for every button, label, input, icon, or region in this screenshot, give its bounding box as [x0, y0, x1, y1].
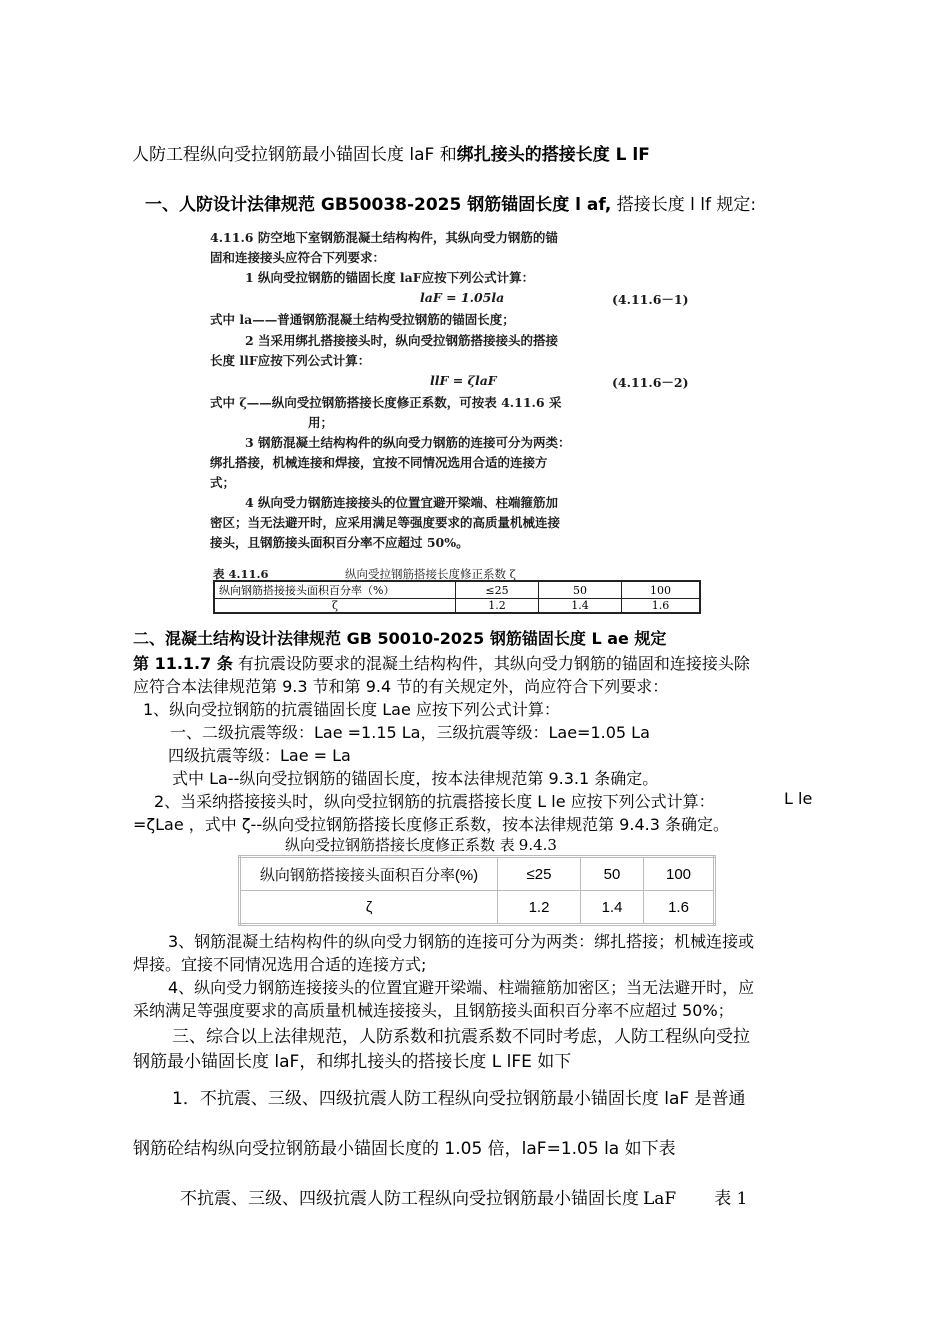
section2-item2: 2、当采纳搭接接头时，纵向受拉钢筋的抗震搭接长度 L le 应按下列公式计算： [154, 792, 715, 811]
scan-table-cell-3: 1.6 [622, 599, 701, 614]
scan-line-7: 长度 llF应按下列公式计算： [210, 353, 371, 368]
scan-line-14: 式； [210, 475, 236, 490]
section2-clause-label: 第 11.1.7 条 [133, 654, 233, 673]
scan-line-5: 式中 la——普通钢筋混凝土结构受拉钢筋的锚固长度； [210, 312, 515, 327]
section2-table-header-3: 100 [644, 857, 715, 891]
section2-item1: 1、纵向受拉钢筋的抗震锚固长度 Lae 应按下列公式计算： [143, 700, 560, 719]
section3-table1-caption-laf: LaF [643, 1189, 677, 1209]
section2-heading: 二、混凝土结构设计法律规范 GB 50010-2025 钢筋锚固长度 L ae 规定 [133, 629, 667, 648]
scan-table-header-3: 100 [622, 581, 701, 599]
section2-item2-line2: =ζLae ，式中 ζ--纵向受拉钢筋搭接长度修正系数，按本法律规范第 9.4.3 条确定。 [133, 815, 729, 834]
scan-line-15: 4 纵向受力钢筋连接接头的位置宜避开梁端、柱端箍筋加 [245, 495, 559, 510]
section2-item1-b: 四级抗震等级：Lae = La [168, 746, 351, 765]
scan-line-10: 式中 ζ——纵向受拉钢筋搭接长度修正系数，可按表 4.11.6 采 [210, 395, 562, 410]
section2-table-cell-2: 1.4 [581, 891, 644, 925]
section2-table-cell-3: 1.6 [644, 891, 715, 925]
section1-heading-a: 一、人防设计法律规范 GB50038-2025 钢筋锚固长度 l af, [145, 195, 612, 215]
scan-line-13: 绑扎搭接，机械连接和焊接，宜按不同情况选用合适的连接方 [210, 455, 548, 470]
scan-line-17: 接头，且钢筋接头面积百分率不应超过 50%。 [210, 535, 469, 550]
section3-point1-line2: 钢筋砼结构纵向受拉钢筋最小锚固长度的 1.05 倍，laF=1.05 la 如下表 [133, 1139, 676, 1159]
section3-table1-caption [180, 1184, 747, 1209]
section2-item1-c: 式中 La--纵向受拉钢筋的锚固长度，按本法律规范第 9.3.1 条确定。 [172, 769, 659, 788]
scan-line-12: 3 钢筋混凝土结构构件的纵向受力钢筋的连接可分为两类： [245, 435, 571, 450]
scan-table-cell-1: 1.2 [456, 599, 539, 614]
section2-table-header-0: 纵向钢筋搭接接头面积百分率(%) [240, 857, 498, 891]
section2-table-caption [285, 834, 557, 855]
title-part2: 绑扎接头的搭接长度 L lF [456, 145, 650, 165]
section3-heading: 三、综合以上法律规范，人防系数和抗震系数不同时考虑，人防工程纵向受拉 [172, 1027, 750, 1047]
title-part1: 人防工程纵向受拉钢筋最小锚固长度 laF 和 [132, 145, 457, 165]
section1-heading [145, 190, 756, 215]
scan-table-header-2: 50 [539, 581, 622, 599]
section2-item4-line2: 采纳满足等强度要求的高质量机械连接接头，且钢筋接头面积百分率不应超过 50%； [133, 1001, 734, 1020]
table-row [240, 857, 715, 891]
scan-line-3: 1 纵向受拉钢筋的锚固长度 laF应按下列公式计算： [245, 270, 535, 285]
section2-table-caption-text: 纵向受拉钢筋搭接长度修正系数 表 [285, 836, 515, 854]
section2-item3: 3、钢筋混凝土结构构件的纵向受力钢筋的连接可分为两类：绑扎搭接；机械连接或 [168, 932, 755, 951]
scan-formula-2: llF = ζlaF [430, 373, 497, 388]
scan-table-header-1: ≤25 [456, 581, 539, 599]
scan-table-header-0: 纵向钢筋搭接接头面积百分率（%） [214, 581, 456, 599]
scan-line-1: 4.11.6 防空地下室钢筋混凝土结构构件，其纵向受力钢筋的锚 [210, 230, 558, 245]
section2-clause-text: 有抗震设防要求的混凝土结构构件，其纵向受力钢筋的锚固和连接接头除 [232, 654, 750, 673]
section3-point1: 1．不抗震、三级、四级抗震人防工程纵向受拉钢筋最小锚固长度 laF 是普通 [172, 1089, 746, 1109]
section2-table-header-1: ≤25 [498, 857, 581, 891]
section2-table [238, 855, 716, 926]
section2-table-cell-1: 1.2 [498, 891, 581, 925]
scan-table-cell-0: ζ [214, 599, 456, 614]
scan-line-6: 2 当采用绑扎搭接接头时，纵向受拉钢筋搭接接头的搭接 [245, 333, 559, 348]
section3-table1-caption-no: 表 1 [714, 1189, 748, 1209]
section3-heading-line2: 钢筋最小锚固长度 laF，和绑扎接头的搭接长度 L lFE 如下 [133, 1052, 572, 1072]
section2-table-caption-no: 9.4.3 [518, 836, 557, 854]
table-row [214, 599, 700, 614]
scan-line-16: 密区；当无法避开时，应采用满足等强度要求的高质量机械连接 [210, 515, 561, 530]
scan-formula-2-no: (4.11.6－2) [612, 375, 689, 390]
table-row [214, 581, 700, 599]
section2-table-header-2: 50 [581, 857, 644, 891]
section2-clause-line2: 应符合本法律规范第 9.3 节和第 9.4 节的有关规定外，尚应符合下列要求： [133, 677, 669, 696]
document-title [132, 140, 650, 165]
scan-formula-1-no: (4.11.6－1) [612, 292, 689, 307]
scan-table-cell-2: 1.4 [539, 599, 622, 614]
section3-table1-caption-text: 不抗震、三级、四级抗震人防工程纵向受拉钢筋最小锚固长度 [180, 1189, 639, 1209]
table-row [240, 891, 715, 925]
section2-clause [133, 651, 750, 674]
section1-heading-b: 搭接长度 l lf 规定: [611, 195, 757, 215]
section2-table-cell-0: ζ [240, 891, 498, 925]
section2-item4: 4、纵向受力钢筋连接接头的位置宜避开梁端、柱端箍筋加密区；当无法避开时，应 [168, 978, 755, 997]
scan-formula-1: laF = 1.05la [420, 290, 505, 305]
scan-table-caption-no: 表 4.11.6 [213, 567, 269, 581]
scan-line-2: 固和连接接头应符合下列要求： [210, 250, 386, 265]
scan-table-caption: 纵向受拉钢筋搭接长度修正系数 ζ [345, 567, 516, 581]
section2-item2-end: L le [784, 789, 813, 808]
section2-item1-a: 一、二级抗震等级：Lae =1.15 La，三级抗震等级：Lae=1.05 La [170, 723, 650, 742]
section2-item3-line2: 焊接。宜接不同情况选用合适的连接方式; [133, 955, 427, 974]
scan-line-11: 用； [308, 415, 334, 430]
scan-table [213, 580, 701, 614]
